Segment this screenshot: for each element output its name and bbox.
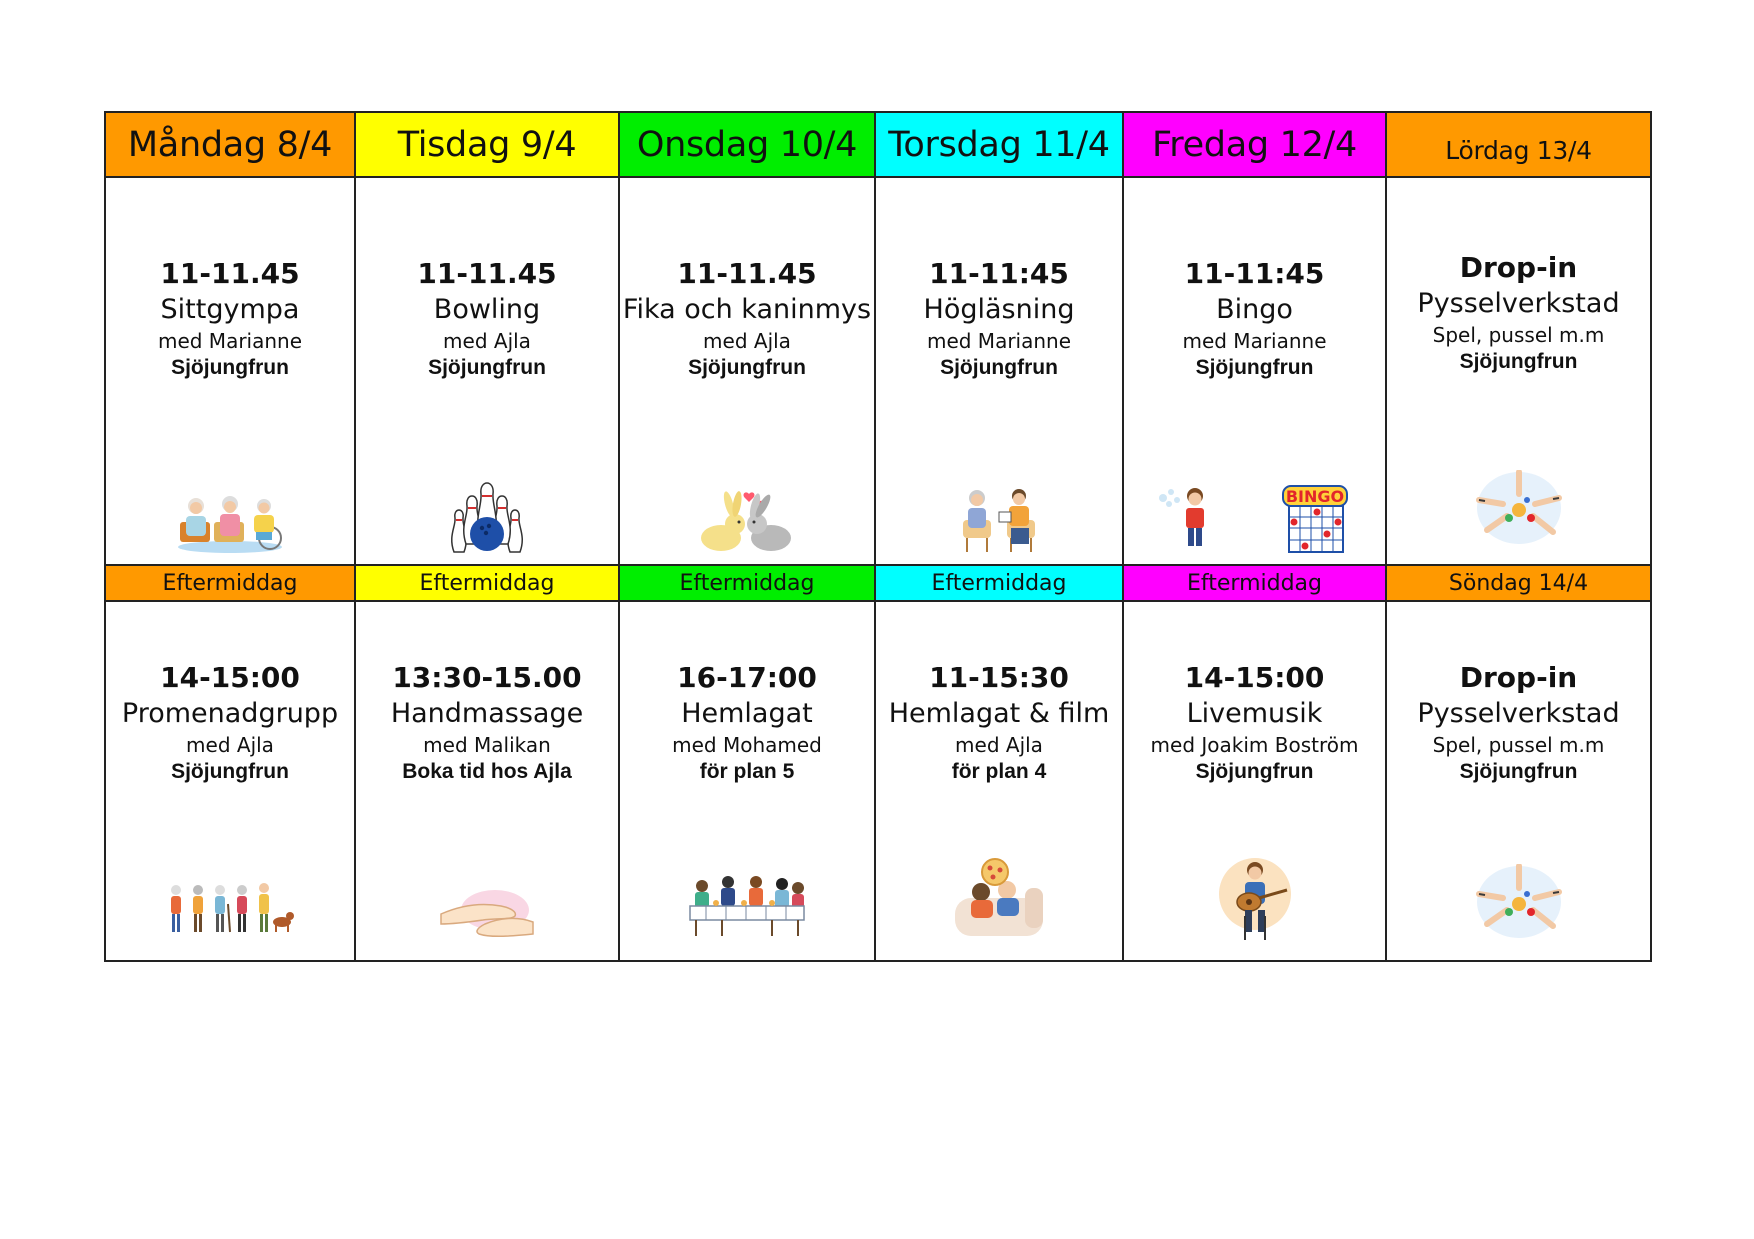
header-thursday xyxy=(876,113,1124,178)
event-title: Hemlagat xyxy=(681,698,813,729)
event-place: Boka tid hos Ajla xyxy=(402,760,572,783)
event-place: Sjöjungfrun xyxy=(688,356,806,379)
event-title: Handmassage xyxy=(390,698,584,729)
event-time: 14-15:00 xyxy=(1184,661,1325,694)
event-time: 11-11:45 xyxy=(929,257,1069,290)
event-place: Sjöjungfrun xyxy=(1459,350,1578,373)
event-title: Fika och kaninmys xyxy=(622,294,872,325)
event-place: Sjöjungfrun xyxy=(171,760,289,783)
event-friday-morning xyxy=(1124,178,1387,566)
event-time: Drop-in xyxy=(1459,251,1578,284)
event-time: 11-11.45 xyxy=(417,257,557,290)
event-host: med Joakim Boström xyxy=(1150,733,1359,757)
event-host: med Ajla xyxy=(703,329,791,353)
event-saturday xyxy=(1387,178,1652,566)
event-thursday-afternoon xyxy=(876,602,1124,962)
event-title: Promenadgrupp xyxy=(121,698,339,729)
subheader-label: Eftermiddag xyxy=(931,570,1067,596)
bowling-pins-icon xyxy=(446,482,528,554)
header-friday xyxy=(1124,113,1387,178)
event-host: med Marianne xyxy=(926,329,1072,353)
header-monday xyxy=(106,113,356,178)
seated-seniors-icon xyxy=(174,492,286,554)
event-friday-afternoon xyxy=(1124,602,1387,962)
event-title: Pysselverkstad xyxy=(1417,698,1620,729)
event-title: Bingo xyxy=(1216,294,1293,325)
subheader-label: Eftermiddag xyxy=(419,570,555,596)
event-host: med Ajla xyxy=(955,733,1043,757)
crafting-hands-icon xyxy=(1473,470,1565,546)
event-time: 11-11:45 xyxy=(1184,257,1325,290)
event-time: 16-17:00 xyxy=(677,661,817,694)
event-time: Drop-in xyxy=(1459,661,1578,694)
subheader-sunday xyxy=(1387,566,1652,602)
event-place: Sjöjungfrun xyxy=(1459,760,1578,783)
event-place: Sjöjungfrun xyxy=(171,356,289,379)
subheader-label: Eftermiddag xyxy=(1187,570,1322,596)
event-title: Högläsning xyxy=(923,294,1075,325)
subheader-label: Söndag 14/4 xyxy=(1448,570,1589,596)
header-label: Lördag 13/4 xyxy=(1445,136,1592,165)
guitarist-icon xyxy=(1215,856,1295,942)
header-label: Onsdag 10/4 xyxy=(636,124,858,165)
event-host: med Mohamed xyxy=(672,733,822,757)
event-tuesday-afternoon xyxy=(356,602,620,962)
event-time: 11-11.45 xyxy=(160,257,300,290)
event-thursday-morning xyxy=(876,178,1124,566)
crafting-hands-icon xyxy=(1473,864,1565,940)
event-place: för plan 5 xyxy=(699,760,795,783)
subheader-thursday xyxy=(876,566,1124,602)
event-host: med Malikan xyxy=(423,733,551,757)
header-tuesday xyxy=(356,113,620,178)
event-title: Pysselverkstad xyxy=(1417,288,1620,319)
event-host: med Marianne xyxy=(1182,329,1327,353)
header-label: Fredag 12/4 xyxy=(1151,124,1358,165)
header-label: Tisdag 9/4 xyxy=(397,124,577,165)
header-saturday xyxy=(1387,113,1652,178)
event-title: Bowling xyxy=(433,294,541,325)
subheader-label: Eftermiddag xyxy=(162,570,298,596)
reading-aloud-icon xyxy=(959,484,1039,554)
subheader-label: Eftermiddag xyxy=(679,570,815,596)
svg-text:BINGO: BINGO xyxy=(1285,487,1344,506)
event-title: Sittgympa xyxy=(160,294,300,325)
header-label: Torsdag 11/4 xyxy=(888,124,1110,165)
event-time: 13:30-15.00 xyxy=(392,661,582,694)
subheader-friday xyxy=(1124,566,1387,602)
header-wednesday xyxy=(620,113,876,178)
event-title: Livemusik xyxy=(1186,698,1323,729)
event-place: Sjöjungfrun xyxy=(940,356,1058,379)
header-label: Måndag 8/4 xyxy=(127,124,333,165)
event-monday-afternoon xyxy=(106,602,356,962)
event-monday-morning xyxy=(106,178,356,566)
subheader-monday xyxy=(106,566,356,602)
event-host: Spel, pussel m.m xyxy=(1432,323,1605,347)
walking-group-icon xyxy=(166,882,294,936)
event-wednesday-afternoon xyxy=(620,602,876,962)
event-host: med Ajla xyxy=(186,733,274,757)
event-time: 14-15:00 xyxy=(160,661,300,694)
pizza-sofa-icon xyxy=(951,858,1047,940)
subheader-tuesday xyxy=(356,566,620,602)
event-place: Sjöjungfrun xyxy=(1195,356,1314,379)
event-place: Sjöjungfrun xyxy=(428,356,546,379)
hand-massage-icon xyxy=(439,884,535,940)
rabbits-icon xyxy=(697,488,797,554)
event-tuesday-morning xyxy=(356,178,620,566)
subheader-wednesday xyxy=(620,566,876,602)
event-place: för plan 4 xyxy=(951,760,1047,783)
event-time: 11-15:30 xyxy=(929,661,1069,694)
event-title: Hemlagat & film xyxy=(888,698,1110,729)
event-host: Spel, pussel m.m xyxy=(1432,733,1605,757)
event-wednesday-morning xyxy=(620,178,876,566)
event-time: 11-11.45 xyxy=(677,257,817,290)
event-place: Sjöjungfrun xyxy=(1195,760,1314,783)
weekly-schedule xyxy=(104,111,1652,962)
bingo-icon xyxy=(1157,482,1353,554)
event-sunday xyxy=(1387,602,1652,962)
event-host: med Ajla xyxy=(443,329,531,353)
event-host: med Marianne xyxy=(157,329,303,353)
dinner-table-icon xyxy=(686,872,808,938)
